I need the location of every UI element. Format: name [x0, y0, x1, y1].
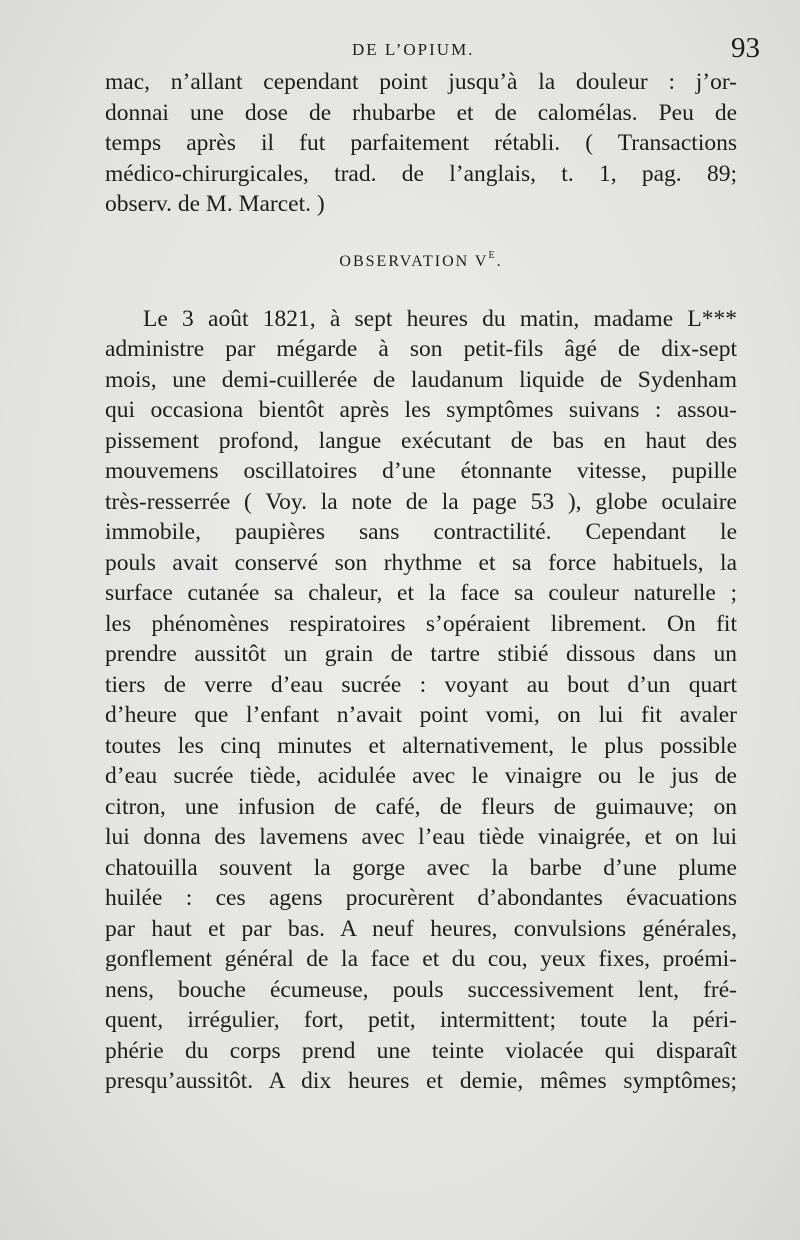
paragraph-line: qui occasiona bientôt après les symptômes suivans : assou-	[105, 397, 737, 423]
paragraph-line: mouvemens oscillatoires d’une étonnante vitesse, pupille	[105, 458, 737, 484]
paragraph-line: huilée : ces agens procurèrent d’abondantes évacuations	[105, 885, 737, 911]
observation-heading-superscript: e	[488, 246, 497, 262]
paragraph-line: toutes les cinq minutes et alternativement, le plus possible	[105, 732, 737, 759]
paragraph-line: par haut et par bas. A neuf heures, convulsions générales,	[105, 915, 737, 942]
paragraph-line: pissement profond, langue exécutant de bas en haut des	[105, 427, 737, 454]
paragraph-line: Le 3 août 1821, à sept heures du matin, madame L***	[143, 305, 737, 332]
paragraph-line: nens, bouche écumeuse, pouls successivement lent, fré-	[105, 976, 737, 1003]
text-line: temps après il fut parfaitement rétabli. ( Transactions	[105, 130, 737, 156]
body-text	[105, 67, 737, 1097]
paragraph-line: lui donna des lavemens avec l’eau tiède vinaigrée, et on lui	[105, 824, 737, 850]
paragraph-line: pouls avait conservé son rhythme et sa force habituels, la	[105, 549, 737, 576]
paragraph-line: presqu’aussitôt. A dix heures et demie, mêmes symptômes;	[105, 1068, 737, 1094]
paragraph-line: surface cutanée sa chaleur, et la face sa couleur naturelle ;	[105, 580, 737, 606]
observation-heading-text: OBSERVATION V	[339, 252, 489, 270]
paragraph-line: mois, une demi-cuillerée de laudanum liquide de Sydenham	[105, 366, 737, 393]
observation-heading-period: .	[496, 252, 503, 270]
paragraph-line: phérie du corps prend une teinte violacée qui disparaît	[105, 1037, 737, 1064]
paragraph-line: prendre aussitôt un grain de tartre stibié dissous dans un	[105, 641, 737, 667]
paragraph-line: quent, irrégulier, fort, petit, intermittent; toute la péri-	[105, 1007, 737, 1033]
paragraph-line: d’eau sucrée tiède, acidulée avec le vinaigre ou le jus de	[105, 763, 737, 789]
text-line: mac, n’allant cependant point jusqu’à la douleur : j’or-	[105, 69, 737, 95]
paragraph-line: tiers de verre d’eau sucrée : voyant au bout d’un quart	[105, 671, 737, 698]
text-line: observ. de M. Marcet. )	[105, 191, 325, 217]
paragraph-line: citron, une infusion de café, de fleurs de guimauve; on	[105, 793, 737, 820]
paragraph-line: immobile, paupières sans contractilité. Cependant le	[105, 519, 737, 545]
running-head: DE L’OPIUM.	[352, 40, 475, 59]
paragraph-line: chatouilla souvent la gorge avec la barbe d’une plume	[105, 854, 737, 881]
paragraph-line: les phénomènes respiratoires s’opéraient librement. On fit	[105, 610, 737, 637]
paragraph-line: d’heure que l’enfant n’avait point vomi, on lui fit avaler	[105, 702, 737, 728]
paragraph-line: gonflement général de la face et du cou, yeux fixes, proémi-	[105, 946, 737, 972]
observation-heading	[105, 220, 737, 304]
text-line: donnai une dose de rhubarbe et de calomélas. Peu de	[105, 99, 737, 126]
paragraph-line: administre par mégarde à son petit-fils âgé de dix-sept	[105, 336, 737, 362]
paragraph-line: très-resserrée ( Voy. la note de la page 53 ), globe oculaire	[105, 488, 737, 515]
page-number: 93	[731, 32, 760, 64]
page-header	[0, 32, 800, 72]
text-line: médico-chirurgicales, trad. de l’anglais, t. 1, pag. 89;	[105, 160, 737, 187]
